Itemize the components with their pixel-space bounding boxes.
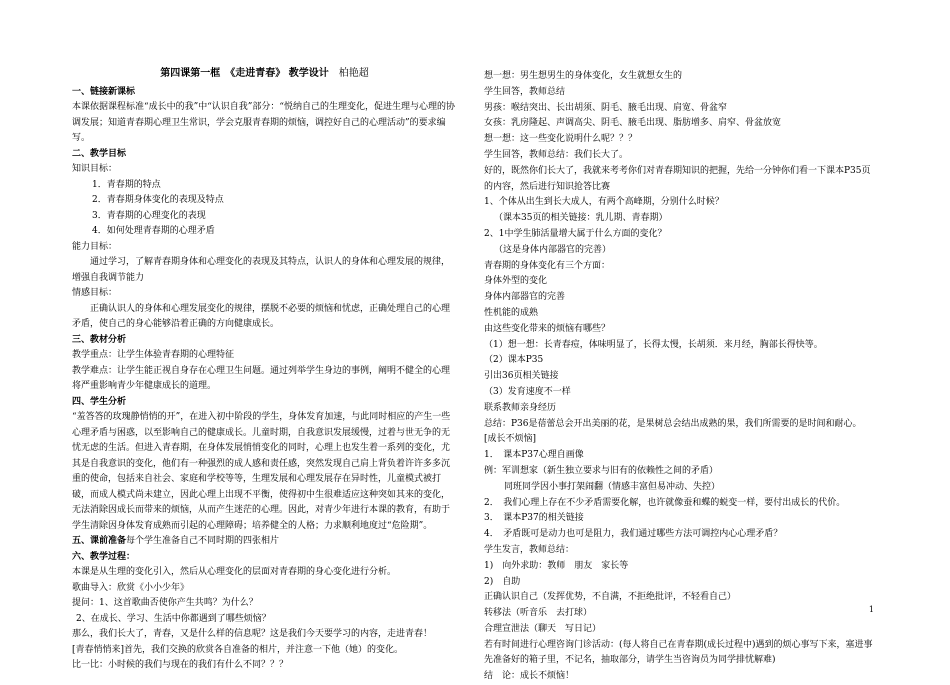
title-text: 第四课第一框 《走进青春》 教学设计 bbox=[160, 68, 329, 79]
paragraph: 学生回答，教师总结 bbox=[484, 86, 566, 97]
paragraph: 正确认识自己（发挥优势，不自满，不拒绝批评，不轻看自己） bbox=[484, 592, 737, 603]
author-name: 柏艳超 bbox=[338, 68, 369, 79]
paragraph: 4． 矛盾既可是动力也可是阻力，我们通过哪些方法可调控内心心理矛盾？ bbox=[484, 529, 783, 540]
paragraph: 由这些变化带来的烦恼有哪些？ bbox=[484, 323, 611, 334]
paragraph: 好的，既然你们长大了，我就来考考你们对青春期知识的把握，先给一分钟你们看一下课本P35页的内容，然后进行知识抢答比赛 bbox=[484, 165, 871, 192]
right-column bbox=[484, 69, 879, 685]
paragraph: 引出36页相关链接 bbox=[484, 371, 559, 382]
paragraph: 提问：1、这首歌曲否使你产生共鸣？为什么？ bbox=[72, 598, 258, 608]
paragraph: 本课是从生理的变化引入，然后从心理变化的层面对青春期的身心变化进行分析。 bbox=[72, 567, 397, 577]
left-column bbox=[72, 66, 457, 674]
paragraph: 合理宣泄法（聊天 写日记） bbox=[484, 623, 602, 634]
paragraph: 2、在成长、学习、生活中你都遇到了哪些烦恼？ bbox=[76, 613, 271, 624]
left-column-body bbox=[72, 85, 457, 674]
paragraph: 教学难点：让学生能正视自身存在心理卫生问题。通过列举学生身边的事例，阐明不健全的心理将严重影响青少年健康成长的道理。 bbox=[72, 365, 451, 391]
document-title bbox=[72, 66, 457, 82]
paragraph: 2、1中学生肺活量增大属于什么方面的变化？ bbox=[484, 228, 667, 239]
paragraph: 联系教师亲身经历 bbox=[484, 402, 557, 413]
paragraph: 例：军训想家（新生独立要求与旧有的依赖性之间的矛盾） bbox=[484, 465, 719, 476]
section-heading: 六、教学过程： bbox=[72, 551, 136, 562]
paragraph: 女孩：乳房隆起、声调高尖、阴毛、腋毛出现、脂肪增多、肩窄、骨盆放宽 bbox=[484, 118, 782, 129]
section-heading bbox=[72, 534, 457, 550]
paragraph: 2) 自助 bbox=[484, 576, 521, 587]
paragraph: 若有时间进行心理咨询门诊活动：(每人将自己在青春期(成长过程中)遇到的烦心事写下来，塞进事先准备好的箱子里，不记名，抽取部分，请学生当咨询员为同学排忧解难) bbox=[484, 639, 873, 666]
paragraph: （课本35页的相关链接：乳儿期、青春期） bbox=[494, 213, 668, 224]
paragraph: 通过学习，了解青春期身体和心理变化的表现及其特点，认识人的身体和心理发展的规律，增强自我调节能力 bbox=[72, 257, 451, 283]
paragraph: 总结：P36是蓓蕾总会开出美丽的花，是果树总会结出成熟的果，我们所需要的是时间和耐心。 bbox=[484, 418, 862, 429]
paragraph: 能力目标： bbox=[72, 241, 118, 252]
paragraph: 情感目标： bbox=[72, 288, 118, 298]
paragraph: 那么，我们长大了，青春，又是什么样的信息呢？这是我们今天要学习的内容，走进青春！ bbox=[72, 629, 433, 639]
paragraph: 3． 课本P37的相关链接 bbox=[484, 513, 584, 524]
paragraph: 学生回答，教师总结：我们长大了。 bbox=[484, 149, 629, 160]
paragraph: 想一想：男生想男生的身体变化，女生就想女生的 bbox=[484, 71, 683, 81]
paragraph: （这是身体内部器官的完善） bbox=[494, 244, 612, 255]
paragraph: 1．青春期的特点 bbox=[92, 179, 161, 190]
paragraph: 教学重点：让学生体验青春期的心理特征 bbox=[72, 350, 235, 360]
section-heading: 三、教材分析 bbox=[72, 334, 127, 345]
paragraph: 4．如何处理青春期的心理矛盾 bbox=[92, 226, 215, 236]
section-heading-content: 每个学生准备自己不同时期的四张相片 bbox=[126, 536, 280, 546]
paragraph: 学生发言，教师总结： bbox=[484, 544, 575, 555]
section-heading: 二、教学目标 bbox=[72, 148, 127, 159]
paragraph: 2． 我们心理上存在不少矛盾需要化解，也许就像蚕和蝶的蜕变一样，要付出成长的代价。 bbox=[484, 497, 846, 508]
paragraph: 1、个体从出生到长大成人，有两个高峰期，分别什么时候？ bbox=[484, 197, 724, 208]
section-heading: 一、链接新课标 bbox=[72, 86, 136, 97]
paragraph: 3．青春期的心理变化的表现 bbox=[92, 210, 206, 221]
section-heading-text: 五、课前准备 bbox=[72, 536, 127, 546]
paragraph: 男孩：喉结突出、长出胡须、阴毛、腋毛出现、肩宽、骨盆窄 bbox=[484, 102, 728, 113]
paragraph: 青春期的身体变化有三个方面： bbox=[484, 260, 611, 271]
paragraph: 性机能的成熟 bbox=[484, 307, 539, 318]
paragraph: [成长不烦恼] bbox=[484, 434, 537, 445]
paragraph: 歌曲导入：欣赏《小小少年》 bbox=[72, 582, 190, 593]
paragraph: （2）课本P35 bbox=[484, 355, 544, 366]
paragraph: 身体外型的变化 bbox=[484, 276, 548, 287]
paragraph: 知识目标： bbox=[72, 164, 118, 174]
paragraph: 结 论：成长不烦恼！ bbox=[484, 671, 575, 682]
section-heading: 四、学生分析 bbox=[72, 396, 127, 407]
paragraph: 同班同学因小事打架闹翻（情感丰富但易冲动、失控） bbox=[504, 481, 721, 492]
paragraph: 比一比：小时候的我们与现在的我们有什么不同？？？ bbox=[72, 660, 289, 670]
paragraph: 1． 课本P37心理自画像 bbox=[484, 450, 584, 461]
paragraph: （3）发育速度不一样 bbox=[484, 386, 571, 397]
paragraph: 正确认识人的身体和心理发展变化的规律，摆脱不必要的烦恼和忧虑，正确处理自己的心理矛盾，使自己的身心能够沿着正确的方向健康成长。 bbox=[72, 303, 451, 329]
paragraph: 想一想：这一些变化说明什么呢？？？ bbox=[484, 134, 638, 145]
paragraph: 1) 向外求助：教师 朋友 家长等 bbox=[484, 560, 629, 571]
paragraph: 2．青春期身体变化的表现及特点 bbox=[92, 195, 224, 205]
paragraph: 本课依据课程标准“成长中的我”中“认识自我”部分：“悦纳自己的生理变化，促进生理与心理的协调发展；知道青春期心理卫生常识，学会克服青春期的烦恼，调控好自己的心理活动”的要求编写。 bbox=[72, 102, 456, 143]
page-number: 1 bbox=[868, 605, 874, 614]
right-column-body bbox=[484, 69, 879, 685]
paragraph: （1）想一想：长青春痘，体味明显了，长得太慢，长胡须．来月经，胸部长得快等。 bbox=[484, 339, 823, 350]
paragraph: [青春悄悄来]首先，我们交换的欣赏各自准备的相片，并注意一下他（她）的变化。 bbox=[72, 644, 404, 655]
paragraph: 身体内部器官的完善 bbox=[484, 292, 566, 303]
paragraph: 转移法（听音乐 去打球） bbox=[484, 608, 593, 619]
paragraph: “羞答答的玫瑰静悄悄的开”，在进入初中阶段的学生，身体发育加速，与此同时相应的产生一些心理矛盾与困惑，以至影响自己的健康成长。儿童时期，自我意识发展缓慢，过着与世无争的无忧无虑的生活。但进入青春期，在身体发展悄悄变化的同时，心理上也发生着一系列的变化，尤其是自我意识的变化，他们有一种强烈的成人感和责任感，突然发现自己肩上背负着许许多多沉重的使命，包括来自社会、家庭和学校等等，生理发展和心理发展存在异时性，儿童模式被打破，而成人模式尚未建立，因此心理上出现不平衡，使得初中生很难适应这种突如其来的变化，无法消除因成长而带来的烦恼，从而产生迷茫的心理。因此，对青少年进行本课的教育，有助于学生清除因身体发育成熟而引起的心理障碍；培养健全的人格；力求顺利地度过“危险期”。 bbox=[72, 412, 451, 531]
